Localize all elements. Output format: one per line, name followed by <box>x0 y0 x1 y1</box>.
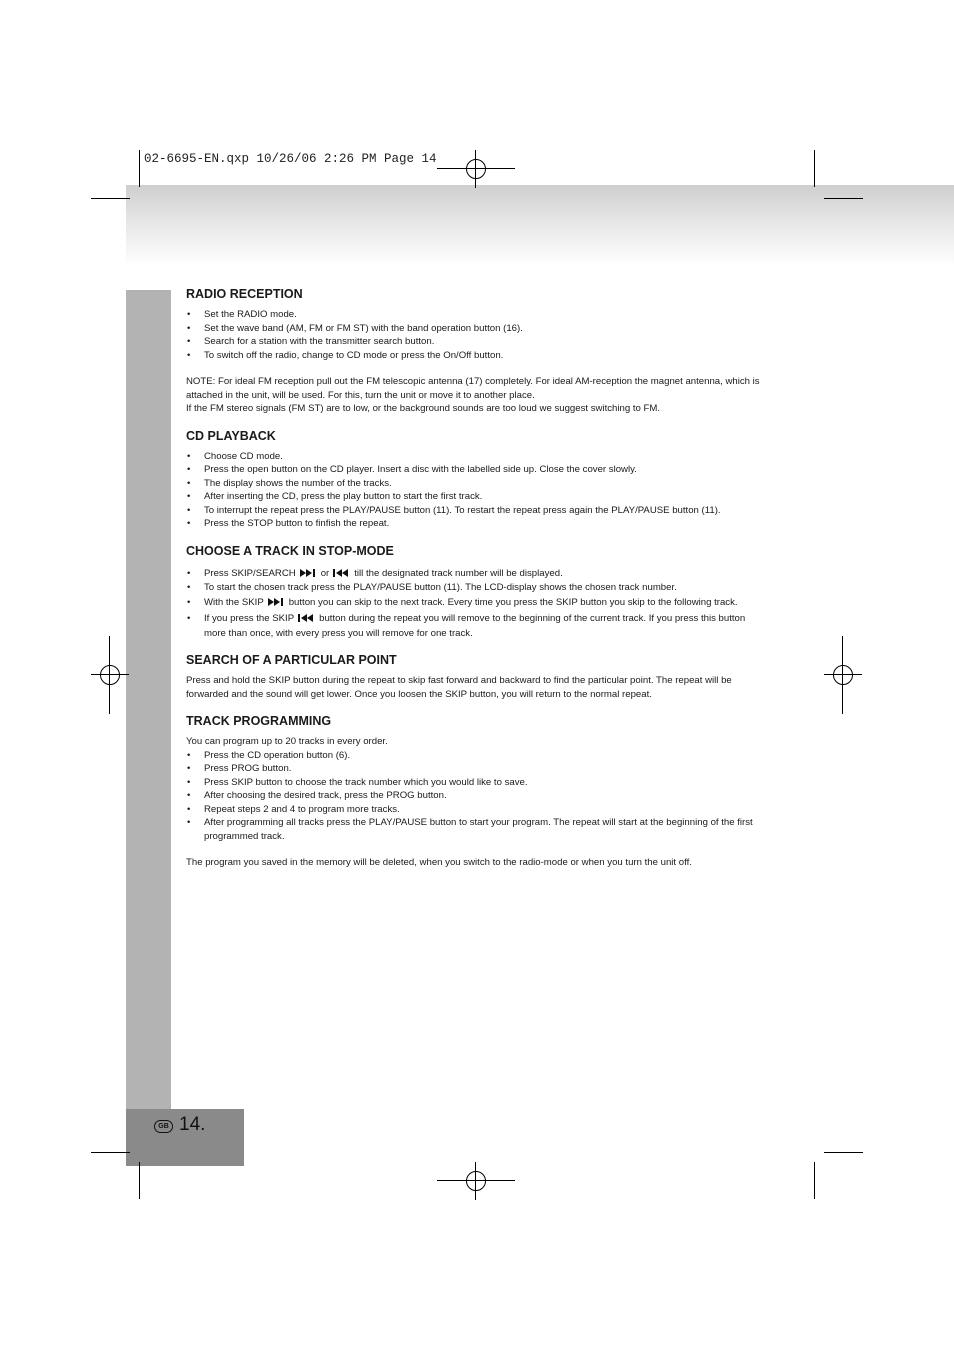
cd-playback-section <box>186 428 768 531</box>
list-item: • After programming all tracks press the PLAY/PAUSE button to start your program. The repeat will start at the beginning of the first programmed track. <box>186 816 768 843</box>
page-number-tab <box>126 1109 244 1166</box>
list-item: • With the SKIP button you can skip to the next track. Every time you press the SKIP button you skip to the following track. <box>186 596 768 611</box>
registration-mark-icon <box>457 150 495 188</box>
skip-forward-icon <box>300 568 317 582</box>
bullet-list <box>186 749 768 844</box>
list-item: • To start the chosen track press the PLAY/PAUSE button (11). The LCD-display shows the chosen track number. <box>186 581 768 595</box>
list-item: • Press the STOP button to finfish the repeat. <box>186 517 768 531</box>
language-badge: GB <box>154 1120 173 1133</box>
list-item: • To interrupt the repeat press the PLAY/PAUSE button (11). To restart the repeat press again the PLAY/PAUSE button (11). <box>186 504 768 518</box>
print-slug: 02-6695-EN.qxp 10/26/06 2:26 PM Page 14 <box>144 152 437 166</box>
list-item: • Search for a station with the transmitter search button. <box>186 335 768 349</box>
section-heading: RADIO RECEPTION <box>186 287 303 301</box>
skip-back-icon <box>333 568 350 582</box>
section-heading: CHOOSE A TRACK IN STOP-MODE <box>186 543 394 558</box>
footer-paragraph: The program you saved in the memory will be deleted, when you switch to the radio-mode or when you turn the unit off. <box>186 857 692 868</box>
body-paragraph: Press and hold the SKIP button during the repeat to skip fast forward and backward to find the particular point. The repeat will be forwarded and the sound will get lower. Once you loosen the SKIP button, you will return to the normal repeat. <box>186 675 732 700</box>
list-item: • Press SKIP button to choose the track number which you would like to save. <box>186 776 768 790</box>
radio-reception-section <box>186 286 768 416</box>
page-number: 14. <box>179 1114 206 1135</box>
registration-mark-icon <box>91 656 129 694</box>
note-paragraph: NOTE: For ideal FM reception pull out the FM telescopic antenna (17) completely. For ideal AM-reception the magnet antenna, which is attached in the unit, will be used. For this, turn the unit or move it to another place. <box>186 376 760 401</box>
list-item: • Press PROG button. <box>186 762 768 776</box>
list-item: • Press the open button on the CD player. Insert a disc with the labelled side up. Close the cover slowly. <box>186 463 768 477</box>
skip-back-icon <box>298 613 315 627</box>
section-heading: TRACK PROGRAMMING <box>186 714 332 728</box>
crop-mark <box>824 1152 863 1153</box>
section-heading: SEARCH OF A PARTICULAR POINT <box>186 653 397 667</box>
list-item: • Set the wave band (AM, FM or FM ST) with the band operation button (16). <box>186 322 768 336</box>
note-paragraph: If the FM stereo signals (FM ST) are to low, or the background sounds are too loud we suggest switching to FM. <box>186 403 661 414</box>
list-item: • After choosing the desired track, press the PROG button. <box>186 789 768 803</box>
list-item: • Press the CD operation button (6). <box>186 749 768 763</box>
registration-mark-icon <box>824 656 862 694</box>
bullet-list <box>186 567 768 641</box>
crop-mark <box>139 150 140 187</box>
crop-mark <box>91 1152 130 1153</box>
crop-mark <box>814 150 815 187</box>
intro-paragraph: You can program up to 20 tracks in every order. <box>186 736 388 747</box>
choose-track-section <box>186 543 768 641</box>
skip-forward-icon <box>268 597 285 611</box>
list-item: • Set the RADIO mode. <box>186 308 768 322</box>
crop-mark <box>91 198 130 199</box>
list-item: • Choose CD mode. <box>186 450 768 464</box>
side-bar <box>126 290 171 1110</box>
section-heading: CD PLAYBACK <box>186 428 276 443</box>
list-item: • The display shows the number of the tracks. <box>186 477 768 491</box>
list-item: • Repeat steps 2 and 4 to program more tracks. <box>186 803 768 817</box>
search-point-section <box>186 652 768 701</box>
content <box>186 286 768 882</box>
crop-mark <box>824 198 863 199</box>
crop-mark <box>139 1162 140 1199</box>
list-item: • Press SKIP/SEARCH or till the designated track number will be displayed. <box>186 567 768 582</box>
bullet-list <box>186 308 768 362</box>
list-item: • If you press the SKIP button during the repeat you will remove to the beginning of the current track. If you press this button more than once, with every press you will remove for one track. <box>186 612 768 640</box>
list-item: • To switch off the radio, change to CD mode or press the On/Off button. <box>186 349 768 363</box>
bullet-list <box>186 450 768 531</box>
crop-mark <box>814 1162 815 1199</box>
list-item: • After inserting the CD, press the play button to start the first track. <box>186 490 768 504</box>
registration-mark-icon <box>457 1162 495 1200</box>
track-programming-section <box>186 713 768 870</box>
